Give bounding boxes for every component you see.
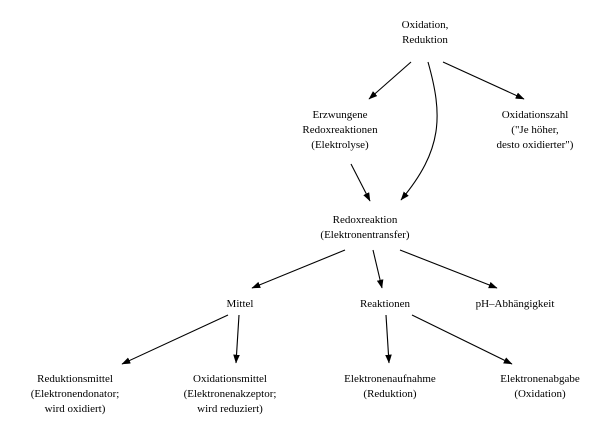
edge-oxidation-to-erzwungene [369,62,411,99]
node-oxidation-reduktion [370,18,480,48]
edge-redoxreaktion-to-reaktionen [373,250,382,288]
edge-mittel-to-oxidationsmittel [236,315,239,363]
edge-oxidation-to-oxidationszahl [443,62,524,99]
node-line: pH–Abhängigkeit [475,298,555,310]
node-line: Mittel [226,298,254,310]
node-line: wird oxidiert) [44,403,106,415]
node-line: Redoxreaktion [332,214,398,226]
node-redoxreaktion [290,213,440,243]
node-line: Reaktionen [359,298,411,310]
node-line: Oxidationsmittel [193,373,267,385]
edge-erzwungene-to-redoxreaktion [351,164,370,201]
node-line: ("Je höher, [511,124,559,136]
node-line: Elektronenaufnahme [344,373,436,385]
node-line: wird reduziert) [197,403,263,415]
node-line: (Elektronentransfer) [320,229,410,241]
node-oxidationszahl [470,108,600,153]
node-mittel [195,297,285,312]
node-line: (Elektronendonator; [30,388,120,400]
node-line: Oxidation, [401,19,449,31]
node-erzwungene-redoxreaktionen [275,108,405,153]
node-line: Elektronenabgabe [500,373,580,385]
node-reaktionen [330,297,440,312]
node-line: Redoxreaktionen [302,124,378,136]
edge-oxidation-to-redoxreaktion [401,62,437,200]
node-elektronenaufnahme [315,372,465,402]
node-line: (Elektrolyse) [311,139,369,151]
node-elektronenabgabe [470,372,610,402]
node-line: (Reduktion) [363,388,417,400]
node-ph-abhaengigkeit [450,297,580,312]
node-line: Reduktion [402,34,448,46]
node-line: (Oxidation) [514,388,566,400]
node-line: Erzwungene [312,109,368,121]
node-line: Oxidationszahl [501,109,569,121]
edge-redoxreaktion-to-mittel [252,250,345,288]
edge-mittel-to-reduktionsmittel [122,315,228,364]
edge-redoxreaktion-to-ph [400,250,497,288]
node-line: (Elektronenakzeptor; [183,388,277,400]
node-line: desto oxidierter") [496,139,574,151]
node-line: Reduktionsmittel [37,373,113,385]
edge-reaktionen-to-elektronenaufnahme [386,315,389,363]
node-oxidationsmittel [155,372,305,417]
edge-reaktionen-to-elektronenabgabe [412,315,512,364]
node-reduktionsmittel [10,372,140,417]
